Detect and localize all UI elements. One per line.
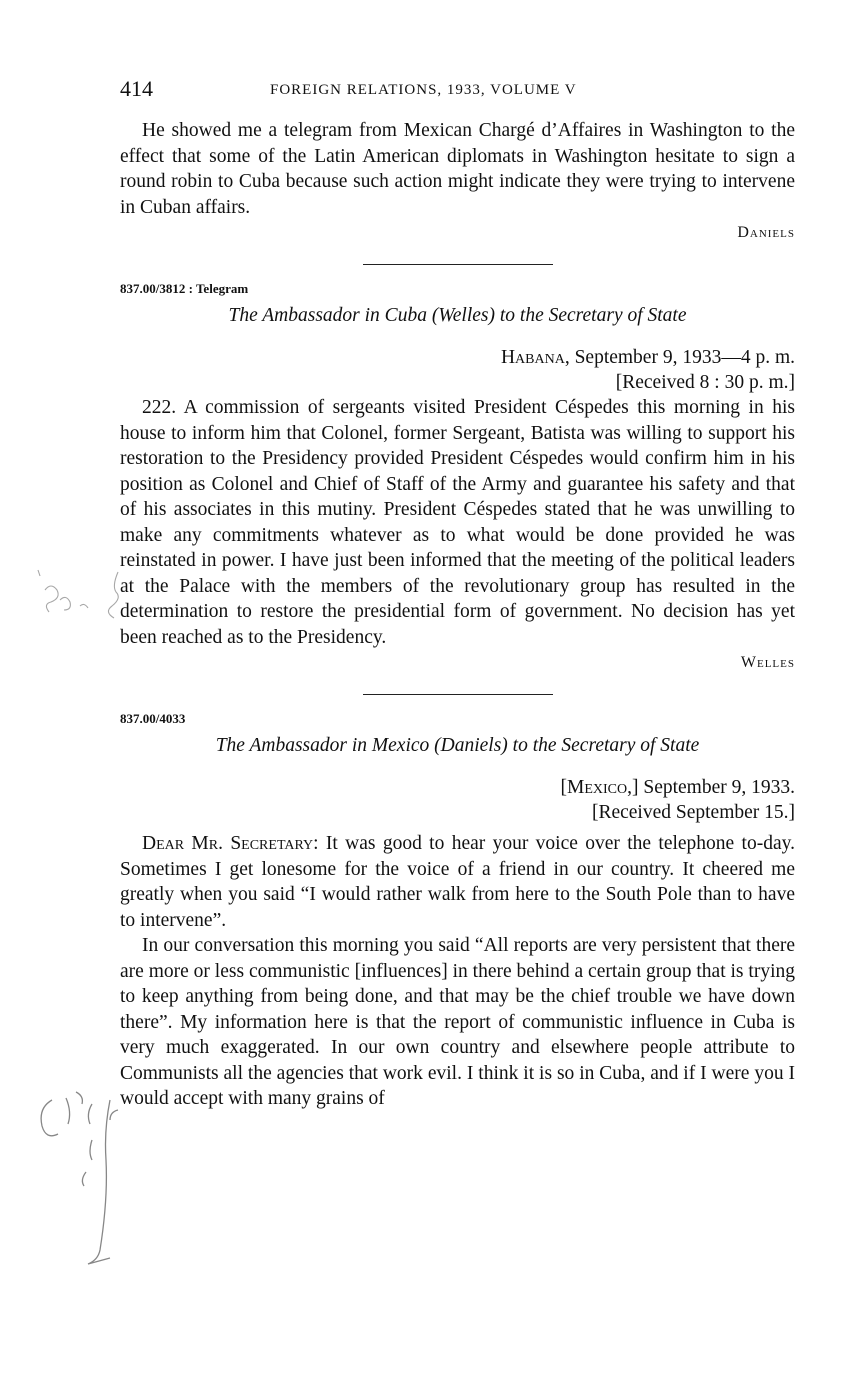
doc2-signature: Welles [740, 654, 795, 671]
doc2-dateline-date: , September 9, 1933—4 p. m. [564, 347, 795, 368]
running-head [120, 70, 795, 110]
doc2-received: [Received 8 : 30 p. m.] [615, 372, 795, 393]
doc3-title: The Ambassador in Mexico (Daniels) to the Secretary of State [215, 735, 700, 756]
doc3-file-reference: 837.00/4033 [120, 711, 186, 726]
doc3-dateline [120, 775, 795, 800]
doc1-paragraph: He showed me a telegram from Mexican Chargé d’Affaires in Washington to the effect that some of the Latin American diplomats in Washington hesitate to sign a round robin to Cuba because such action might indicate they were trying to intervene in Cuban affairs. [120, 120, 795, 218]
doc2-dateline [120, 345, 795, 370]
doc2-dateline-place: Habana [500, 347, 565, 368]
doc2-title: The Ambassador in Cuba (Welles) to the Secretary of State [228, 305, 687, 326]
running-title: FOREIGN RELATIONS, 1933, VOLUME V [270, 82, 577, 98]
doc3-paragraph-1 [120, 831, 795, 933]
doc3-paragraph-1-text: It was good to hear your voice over the telephone to-day. Sometimes I get lonesome for the voice of a friend in our country. It cheered me greatly when you said “I would rather walk from here to the South Pole than to have to intervene”. [120, 833, 795, 931]
doc2-paragraph: 222. A commission of sergeants visited President Céspedes this morning in his house to inform him that Colonel, former Sergeant, Batista was willing to support his restoration to the Presidency provided President Céspedes would confirm him in his position as Colonel and Chief of Staff of the Army and guarantee his safety and that of his associates in this mutiny. President Céspedes stated that he was unwilling to make any commitments whatever as to what would be done provided he was reinstated in power. I have just been informed that the meeting of the political leaders at the Palace with the members of the revolutionary group has resulted in the determination to restore the presidential form of government. No decision has yet been reached as to the Presidency. [120, 397, 795, 648]
doc3-dateline-date: September 9, 1933. [638, 777, 795, 798]
doc3-salutation: Dear Mr. Secretary: [142, 833, 319, 854]
section-divider [363, 264, 553, 265]
document-page [120, 70, 795, 1112]
doc3-received: [Received September 15.] [591, 802, 795, 823]
doc2-file-reference: 837.00/3812 : Telegram [120, 281, 249, 296]
doc1-signature: Daniels [737, 224, 795, 241]
page-number: 414 [120, 76, 153, 101]
section-divider [363, 694, 553, 695]
doc3-paragraph-2: In our conversation this morning you said “All reports are very persistent that there are more or less communistic [influences] in there behind a certain group that is trying to keep anything from being done, and that may be the chief trouble we have down there”. My information here is that the report of communistic influence in Cuba is very much exaggerated. In our own country and elsewhere people attribute to Communists all the agencies that work evil. I think it is so in Cuba, and if I were you I would accept with many grains of [120, 935, 795, 1109]
doc3-dateline-place: [Mexico,] [560, 777, 639, 798]
